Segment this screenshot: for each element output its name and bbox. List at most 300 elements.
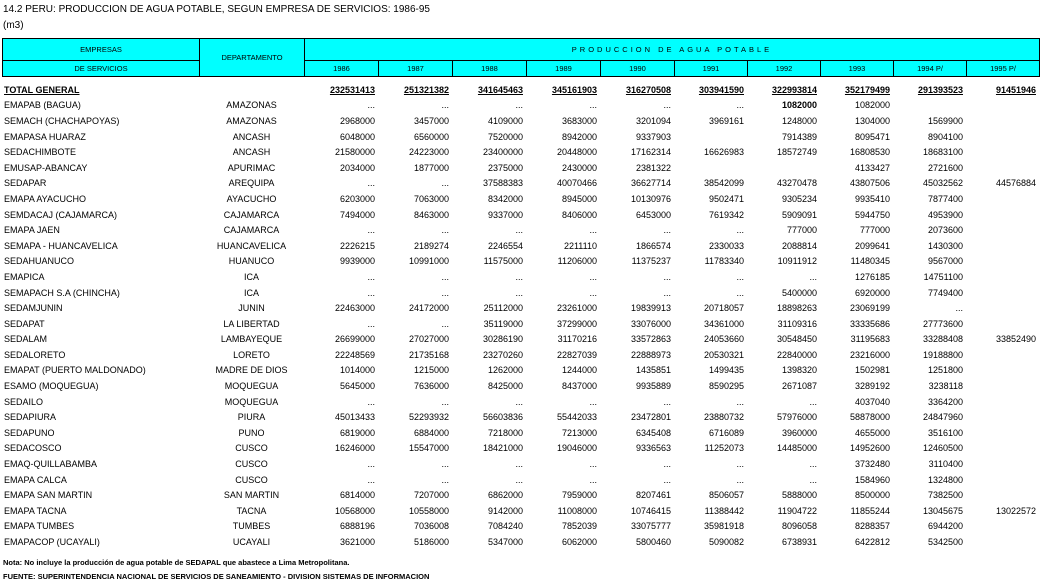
value-cell: 6888196 [339, 521, 375, 532]
value-cell: 6203000 [339, 193, 375, 204]
value-cell: 6944200 [927, 521, 963, 532]
table-row [2, 316, 1039, 332]
value-cell: 7959000 [561, 490, 597, 501]
value-cell: 1248000 [781, 115, 817, 126]
value-cell: 5090082 [708, 537, 744, 548]
company-name: SEDALORETO [4, 349, 66, 360]
value-cell: ... [736, 396, 744, 407]
value-cell: 6920000 [854, 287, 890, 298]
value-cell: 27027000 [408, 334, 449, 345]
department: LAMBAYEQUE [220, 334, 283, 345]
value-cell: ... [809, 396, 817, 407]
value-cell: 5347000 [487, 537, 523, 548]
value-cell: 10130976 [630, 193, 671, 204]
value-cell: 8590295 [708, 381, 744, 392]
value-cell: ... [515, 459, 523, 470]
value-cell: 6819000 [339, 427, 375, 438]
value-cell: 8095471 [854, 131, 890, 142]
value-cell: 6422812 [854, 537, 890, 548]
value-cell: 22840000 [776, 349, 817, 360]
value-cell: 30286190 [482, 334, 523, 345]
value-cell: 18683100 [922, 147, 963, 158]
value-cell: 33288408 [922, 334, 963, 345]
value-cell: 40070466 [556, 178, 597, 189]
company-name: SEMAPA - HUANCAVELICA [4, 240, 118, 251]
company-name: SEDAPIURA [4, 412, 57, 423]
value-cell: 33335686 [849, 318, 890, 329]
company-name: EMAPACOP (UCAYALI) [4, 537, 100, 548]
value-cell: 1082000 [781, 100, 817, 111]
value-cell: ... [367, 318, 375, 329]
department: AMAZONAS [226, 115, 277, 126]
table-row [2, 129, 1039, 145]
value-cell [966, 347, 1039, 363]
value-cell: 3960000 [781, 427, 817, 438]
value-cell: ... [589, 100, 597, 111]
value-cell: 13022572 [995, 505, 1036, 516]
value-cell: ... [736, 459, 744, 470]
value-cell: ... [809, 474, 817, 485]
value-cell: 18421000 [482, 443, 523, 454]
value-cell: ... [663, 100, 671, 111]
value-cell: 5909091 [781, 209, 817, 220]
company-name: SEDAMJUNIN [4, 303, 63, 314]
value-cell: 5888000 [781, 490, 817, 501]
value-cell: ... [736, 100, 744, 111]
value-cell: 23069199 [849, 303, 890, 314]
value-cell: 19839913 [630, 303, 671, 314]
department: LORETO [233, 349, 270, 360]
value-cell: 5944750 [854, 209, 890, 220]
value-cell: ... [809, 271, 817, 282]
department: ICA [243, 287, 259, 298]
value-cell: 2211110 [563, 240, 597, 251]
header-year: 1992 [748, 61, 821, 77]
value-cell: 15547000 [408, 443, 449, 454]
value-cell [966, 98, 1039, 114]
header-empresas-2: DE SERVICIOS [3, 61, 200, 77]
company-name: EMAPASA HUARAZ [4, 131, 86, 142]
value-cell: 1430300 [927, 240, 963, 251]
value-cell: 2034000 [339, 162, 375, 173]
table-row [2, 285, 1039, 301]
department: CAJAMARCA [223, 209, 280, 220]
value-cell: 6560000 [413, 131, 449, 142]
value-cell: 4655000 [854, 427, 890, 438]
value-cell: 6048000 [339, 131, 375, 142]
value-cell: 58878000 [849, 412, 890, 423]
value-cell [966, 300, 1039, 316]
value-cell: 8207461 [635, 490, 671, 501]
company-name: EMUSAP-ABANCAY [4, 162, 88, 173]
value-cell: ... [515, 474, 523, 485]
value-cell: 52293932 [408, 412, 449, 423]
value-cell [893, 98, 966, 114]
department: AREQUIPA [228, 178, 275, 189]
value-cell: 11575000 [483, 256, 523, 267]
value-cell: 2375000 [487, 162, 523, 173]
header-year: 1991 [675, 61, 748, 77]
value-cell [966, 113, 1039, 129]
department: ANCASH [232, 131, 271, 142]
value-cell: ... [515, 225, 523, 236]
value-cell: ... [736, 225, 744, 236]
value-cell: 18898263 [776, 303, 817, 314]
value-cell: 8463000 [413, 209, 449, 220]
value-cell: 33852490 [995, 334, 1036, 345]
value-cell [966, 129, 1039, 145]
value-cell: 9336563 [635, 443, 671, 454]
table-row [2, 503, 1039, 519]
value-cell: 7877400 [927, 193, 963, 204]
company-name: EMAPA AYACUCHO [4, 193, 87, 204]
value-cell: ... [441, 396, 449, 407]
value-cell: 14485000 [776, 443, 817, 454]
value-cell: 8096058 [781, 521, 817, 532]
department: PUNO [238, 427, 265, 438]
value-cell: 22827039 [556, 349, 597, 360]
value-cell: ... [663, 459, 671, 470]
value-cell: 31170216 [557, 334, 597, 345]
value-cell: 36627714 [630, 178, 671, 189]
value-cell: ... [589, 225, 597, 236]
value-cell: ... [736, 474, 744, 485]
value-cell: ... [441, 271, 449, 282]
table-row [2, 222, 1039, 238]
company-name: EMAPA CALCA [4, 474, 67, 485]
value-cell: 37588383 [482, 178, 523, 189]
value-cell: 6738931 [781, 537, 817, 548]
header-empresas-1: EMPRESAS [3, 39, 200, 61]
value-cell: 30548450 [776, 334, 817, 345]
value-cell: 5800460 [635, 537, 671, 548]
value-cell: 10568000 [334, 505, 375, 516]
company-name: SEDALAM [4, 334, 48, 345]
value-cell: ... [736, 287, 744, 298]
value-cell: 2226215 [339, 240, 375, 251]
value-cell: 9935410 [854, 193, 890, 204]
table-row [2, 191, 1039, 207]
header-year: 1988 [453, 61, 527, 77]
value-cell: 34361000 [703, 318, 744, 329]
value-cell: 33076000 [630, 318, 671, 329]
value-cell: 2330033 [708, 240, 744, 251]
value-cell: 19046000 [556, 443, 597, 454]
value-cell: 24223000 [408, 147, 449, 158]
value-cell: 10746415 [630, 505, 671, 516]
department: MOQUEGUA [224, 396, 279, 407]
value-cell: 2721600 [927, 162, 963, 173]
value-cell [966, 425, 1039, 441]
value-cell: 91451946 [995, 84, 1036, 95]
value-cell: 21580000 [334, 147, 375, 158]
total-row [2, 82, 1039, 98]
department: PIURA [237, 412, 266, 423]
value-cell: 303941590 [698, 84, 744, 95]
value-cell [966, 378, 1039, 394]
header-year: 1994 P/ [894, 61, 967, 77]
value-cell: ... [441, 178, 449, 189]
value-cell: 23880732 [703, 412, 744, 423]
value-cell: 2099641 [854, 240, 890, 251]
department: APURIMAC [227, 162, 276, 173]
value-cell: 7619342 [708, 209, 744, 220]
table-row [2, 160, 1039, 176]
value-cell: ... [589, 396, 597, 407]
value-cell: ... [515, 396, 523, 407]
value-cell: 20530321 [703, 349, 744, 360]
department: ICA [243, 271, 259, 282]
value-cell: ... [589, 271, 597, 282]
company-name: EMAPA TACNA [4, 505, 67, 516]
value-cell: 322993814 [771, 84, 817, 95]
value-cell [966, 441, 1039, 457]
value-cell: 7218000 [487, 427, 523, 438]
value-cell: 9337000 [487, 209, 523, 220]
department: CUSCO [235, 474, 268, 485]
value-cell: 7213000 [561, 427, 597, 438]
company-name: SEMACH (CHACHAPOYAS) [4, 115, 120, 126]
value-cell: 7382500 [927, 490, 963, 501]
department: MADRE DE DIOS [215, 365, 288, 376]
value-cell: 33075777 [630, 521, 671, 532]
company-name: EMAPA JAEN [4, 225, 60, 236]
value-cell: 8904100 [927, 131, 963, 142]
value-cell: 55442033 [556, 412, 597, 423]
value-cell: 316270508 [625, 84, 671, 95]
value-cell: 1244000 [561, 365, 597, 376]
table-row [2, 347, 1039, 363]
value-cell: 8342000 [487, 193, 523, 204]
value-cell: 8942000 [561, 131, 597, 142]
table-row [2, 378, 1039, 394]
value-cell [966, 254, 1039, 270]
value-cell: 17162314 [630, 147, 671, 158]
value-cell: 8506057 [708, 490, 744, 501]
value-cell: 8406000 [561, 209, 597, 220]
value-cell: 7036008 [413, 521, 449, 532]
value-cell: ... [367, 100, 375, 111]
value-cell: 2671087 [781, 381, 817, 392]
value-cell: 1262000 [487, 365, 523, 376]
value-cell: ... [736, 271, 744, 282]
header-year: 1989 [527, 61, 601, 77]
company-name: TOTAL GENERAL [4, 84, 80, 95]
value-cell: 3969161 [708, 115, 744, 126]
value-cell: 7520000 [487, 131, 523, 142]
value-cell: 1584960 [854, 474, 890, 485]
value-cell: ... [441, 459, 449, 470]
department: CUSCO [235, 459, 268, 470]
department: HUANCAVELICA [216, 240, 287, 251]
value-cell: 24053660 [703, 334, 744, 345]
value-cell: ... [663, 287, 671, 298]
company-name: EMAPAT (PUERTO MALDONADO) [4, 365, 146, 376]
value-cell: 345161903 [551, 84, 597, 95]
value-cell: 56603836 [482, 412, 523, 423]
value-cell: ... [663, 271, 671, 282]
value-cell: 9142000 [487, 505, 523, 516]
table-row [2, 207, 1039, 223]
value-cell: 9337903 [635, 131, 671, 142]
table-row [2, 487, 1039, 503]
header-year: 1987 [379, 61, 453, 77]
value-cell: 7207000 [413, 490, 449, 501]
value-cell: 38542099 [703, 178, 744, 189]
value-cell: 3289192 [854, 381, 890, 392]
value-cell: 6884000 [413, 427, 449, 438]
value-cell: ... [441, 287, 449, 298]
value-cell: ... [367, 271, 375, 282]
note-text: Nota: No incluye la producción de agua potable de SEDAPAL que abastece a Lima Metropolitana. [3, 558, 350, 567]
company-name: SEDAPUNO [4, 427, 55, 438]
value-cell: 35981918 [703, 521, 744, 532]
table-row [2, 519, 1039, 535]
value-cell: 11783340 [704, 256, 744, 267]
value-cell: 9305234 [781, 193, 817, 204]
value-cell: 31109316 [777, 318, 817, 329]
value-cell: 777000 [786, 225, 817, 236]
table-row [2, 425, 1039, 441]
value-cell: 1251800 [927, 365, 963, 376]
value-cell: 3683000 [561, 115, 597, 126]
value-cell: 1304000 [854, 115, 890, 126]
table-row [2, 176, 1039, 192]
value-cell: 4133427 [854, 162, 890, 173]
value-cell: 11388442 [704, 505, 744, 516]
value-cell: 18572749 [776, 147, 817, 158]
value-cell: 8945000 [561, 193, 597, 204]
value-cell [966, 207, 1039, 223]
value-cell: 2430000 [561, 162, 597, 173]
header-year: 1993 [821, 61, 894, 77]
value-cell: 1877000 [413, 162, 449, 173]
value-cell: 10911912 [777, 256, 817, 267]
value-cell: ... [441, 474, 449, 485]
value-cell: 9935889 [635, 381, 671, 392]
value-cell: 8425000 [487, 381, 523, 392]
value-cell: 13045675 [922, 505, 963, 516]
header-year: 1990 [601, 61, 675, 77]
value-cell: 232531413 [329, 84, 375, 95]
table-row [2, 332, 1039, 348]
value-cell: 3621000 [339, 537, 375, 548]
value-cell: 7852039 [561, 521, 597, 532]
company-name: SEDACHIMBOTE [4, 147, 77, 158]
value-cell [966, 144, 1039, 160]
value-cell: 23216000 [849, 349, 890, 360]
company-name: ESAMO (MOQUEGUA) [4, 381, 99, 392]
value-cell: 1435851 [635, 365, 671, 376]
value-cell: 6453000 [635, 209, 671, 220]
value-cell [966, 534, 1039, 550]
value-cell: ... [441, 100, 449, 111]
department: CAJAMARCA [223, 225, 280, 236]
value-cell: 352179499 [844, 84, 890, 95]
value-cell: 35119000 [483, 318, 523, 329]
value-cell: 21735168 [408, 349, 449, 360]
value-cell: 10991000 [408, 256, 449, 267]
value-cell: ... [589, 287, 597, 298]
table-row [2, 113, 1039, 129]
value-cell: 3364200 [927, 396, 963, 407]
table-header [2, 38, 1040, 77]
value-cell: 2968000 [339, 115, 375, 126]
value-cell: 8288357 [854, 521, 890, 532]
value-cell [966, 238, 1039, 254]
value-cell: 6814000 [339, 490, 375, 501]
value-cell: 2088814 [781, 240, 817, 251]
table-row [2, 254, 1039, 270]
value-cell: 3238118 [928, 381, 963, 392]
company-name: SEDAHUANUCO [4, 256, 75, 267]
data-table [2, 82, 1039, 550]
value-cell: 7063000 [413, 193, 449, 204]
value-cell: 9939000 [339, 256, 375, 267]
table-row [2, 269, 1039, 285]
value-cell: 45013433 [334, 412, 375, 423]
value-cell: 5645000 [339, 381, 375, 392]
company-name: SEMDACAJ (CAJAMARCA) [4, 209, 118, 220]
department: LA LIBERTAD [223, 318, 280, 329]
value-cell: 9567000 [927, 256, 963, 267]
value-cell: 2246554 [487, 240, 523, 251]
value-cell: 44576884 [995, 178, 1036, 189]
value-cell: ... [515, 287, 523, 298]
department: AMAZONAS [226, 100, 277, 111]
value-cell: ... [663, 474, 671, 485]
value-cell [747, 160, 820, 176]
value-cell: ... [367, 459, 375, 470]
value-cell: ... [955, 303, 963, 314]
value-cell: 22888973 [630, 349, 671, 360]
value-cell: 8500000 [854, 490, 890, 501]
company-name: SEDACOSCO [4, 443, 62, 454]
value-cell [966, 269, 1039, 285]
value-cell: ... [809, 459, 817, 470]
value-cell: 1276185 [854, 271, 890, 282]
value-cell: 251321382 [403, 84, 449, 95]
value-cell: 10558000 [408, 505, 449, 516]
header-year: 1995 P/ [967, 61, 1040, 77]
department: UCAYALI [232, 537, 271, 548]
table-row [2, 394, 1039, 410]
value-cell: 6062000 [561, 537, 597, 548]
department: JUNIN [238, 303, 265, 314]
value-cell: ... [663, 225, 671, 236]
value-cell: ... [367, 474, 375, 485]
value-cell: 6862000 [487, 490, 523, 501]
department: TUMBES [232, 521, 271, 532]
value-cell: 57976000 [776, 412, 817, 423]
value-cell: 45032562 [922, 178, 963, 189]
value-cell: 1215000 [413, 365, 449, 376]
department: HUANUCO [228, 256, 275, 267]
header-year: 1986 [305, 61, 379, 77]
value-cell: 3516100 [927, 427, 963, 438]
department: TACNA [236, 505, 267, 516]
value-cell: 23472801 [630, 412, 671, 423]
page-title: 14.2 PERU: PRODUCCION DE AGUA POTABLE, SEGUN EMPRESA DE SERVICIOS: 1986-95 [3, 4, 430, 15]
value-cell: 22463000 [334, 303, 375, 314]
table-row [2, 144, 1039, 160]
value-cell: 1082000 [854, 100, 890, 111]
value-cell: 2381322 [635, 162, 671, 173]
value-cell: 25112000 [483, 303, 523, 314]
header-produccion: PRODUCCION DE AGUA POTABLE [305, 39, 1040, 61]
value-cell: 8437000 [561, 381, 597, 392]
value-cell: 4109000 [487, 115, 523, 126]
